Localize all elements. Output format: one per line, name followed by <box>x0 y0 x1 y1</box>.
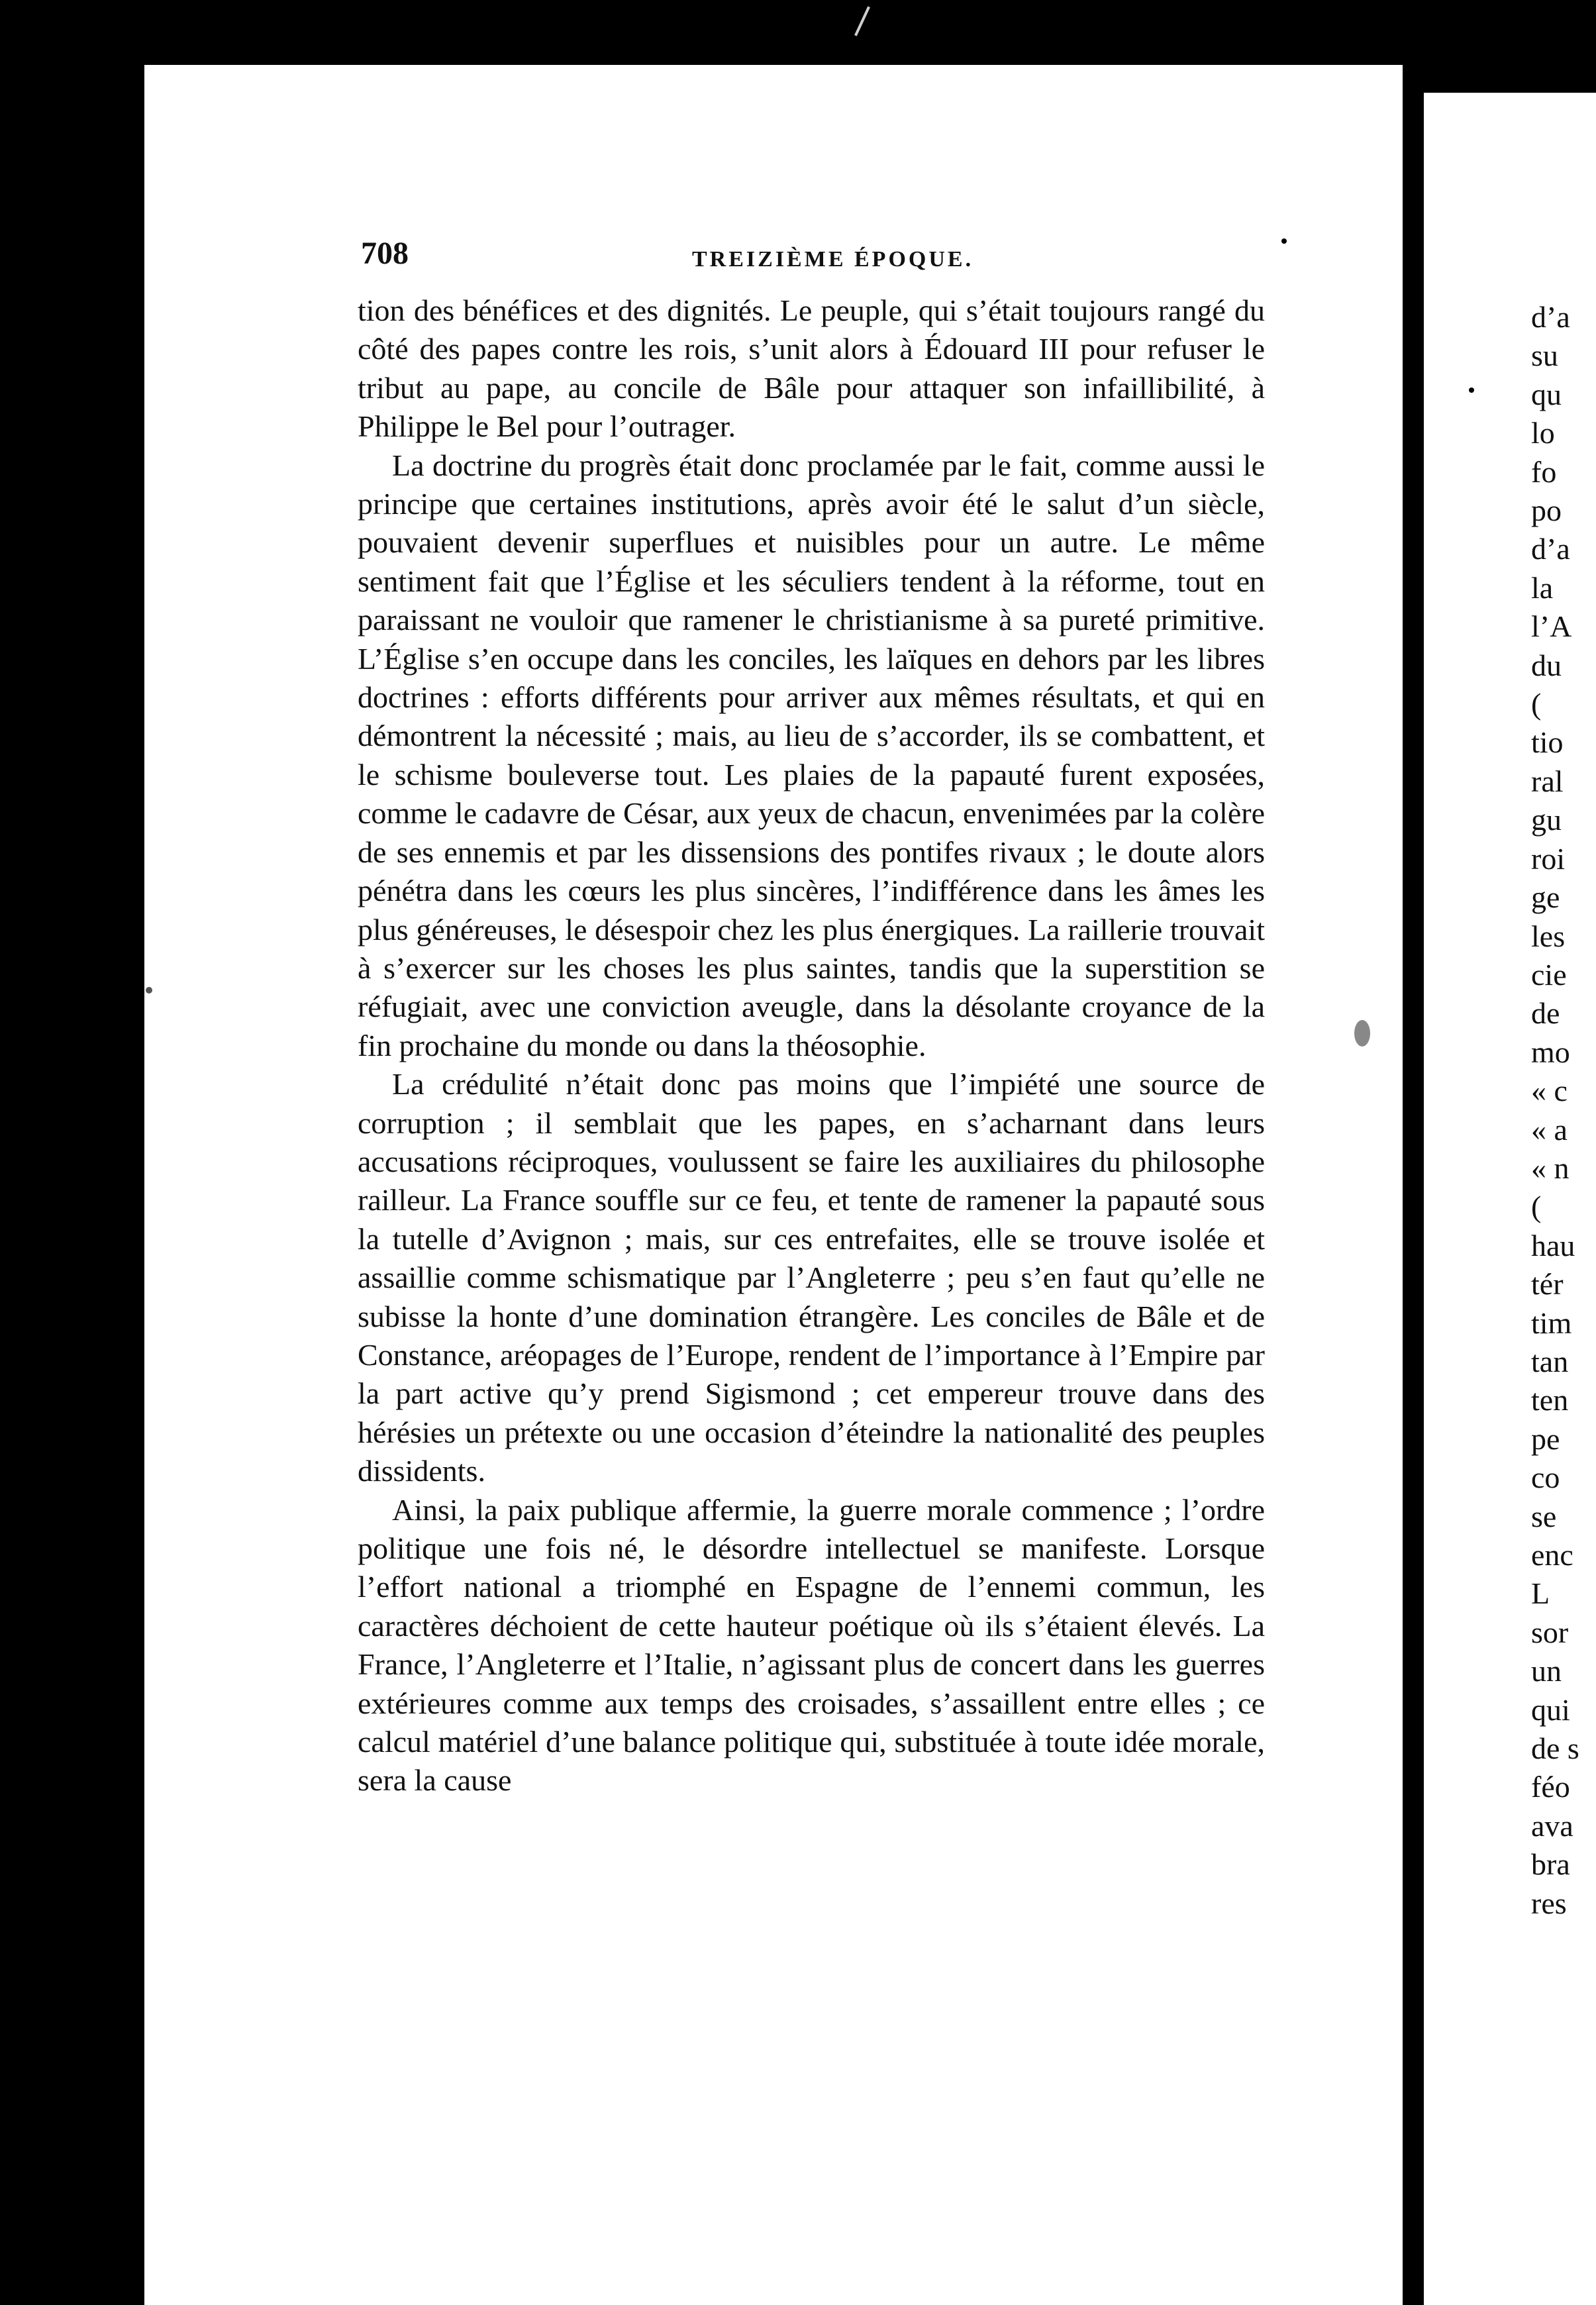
right-page-line-fragment: tim <box>1531 1306 1572 1340</box>
right-page-line-fragment: les <box>1531 919 1566 953</box>
right-page-line-fragment: bra <box>1531 1847 1570 1882</box>
right-page-line-fragment: hau <box>1531 1228 1575 1262</box>
right-page-line-fragment: ( <box>1531 687 1542 721</box>
right-page-line-fragment: cie <box>1531 957 1567 992</box>
right-page-line-fragment: « c <box>1531 1074 1568 1108</box>
right-page-line-fragment: un <box>1531 1654 1562 1688</box>
right-page-line-fragment: ral <box>1531 764 1564 798</box>
paragraph: Ainsi, la paix publique affermie, la guerre morale commence ; l’ordre politique une fois né, le désordre intellectuel se manifeste. Lorsque l’effort national a triomphé en Espagne de l’ennemi commun, les caractères déchoient de cette hauteur poétique où ils s’étaient élevés. La France, l’Angleterre et l’Italie, n’agissant plus de concert dans les guerres extérieures comme aux temps des croisades, s’assaillent entre elles ; ce calcul matériel d’une balance politique qui, substituée à toute idée morale, sera la cause <box>358 1492 1265 1798</box>
ink-speck <box>146 987 152 994</box>
ink-speck <box>1281 238 1287 244</box>
ink-speck <box>52 940 72 956</box>
right-page-line-fragment: d’a <box>1531 300 1570 334</box>
right-page-line-fragment: su <box>1531 338 1558 373</box>
right-page-line-fragment: tér <box>1531 1267 1564 1302</box>
right-page-line-fragment: ( <box>1531 1190 1542 1224</box>
right-page-line-fragment: tan <box>1531 1344 1569 1378</box>
right-page-line-fragment: lo <box>1531 416 1555 450</box>
right-page-line-fragment: féo <box>1531 1770 1570 1804</box>
right-page-line-fragment: co <box>1531 1460 1560 1495</box>
right-page-line-fragment: « a <box>1531 1112 1568 1147</box>
page-header <box>361 235 1334 282</box>
paragraph: La crédulité n’était donc pas moins que l’impiété une source de corruption ; il semblait que les papes, en s’acharnant dans leurs accusations réciproques, voulussent se faire les auxiliaires du philosophe railleur. La France souffle sur ce feu, et tente de ramener la papauté sous la tutelle d’Avignon ; mais, sur ces entrefaites, elle se trouve isolée et assaillie comme schismatique par l’Angleterre ; peu s’en faut qu’elle ne subisse la honte d’une domination étrangère. Les conciles de Bâle et de Constance, aréopages de l’Europe, rendent de l’importance à l’Empire par la part active qu’y prend Sigismond ; cet empereur trouve dans des hérésies un prétexte ou une occasion d’éteindre la nationalité des peuples dissidents. <box>358 1067 1265 1488</box>
right-page-line-fragment: ten <box>1531 1383 1569 1417</box>
right-page-line-fragment: l’A <box>1531 609 1572 644</box>
right-page-line-fragment: mo <box>1531 1035 1570 1069</box>
right-page-line-fragment: po <box>1531 493 1562 528</box>
paragraph: La doctrine du progrès était donc proclamée par le fait, comme aussi le principe que certaines institutions, après avoir été le salut d’un siècle, pouvaient devenir superflues et nuisibles pour un autre. Le même sentiment fait que l’Église et les séculiers tendent à la réforme, tout en paraissant ne vouloir que ramener le christianisme à sa pureté primitive. L’Église s’en occupe dans les conciles, les laïques en dehors par les libres doctrines : efforts différents pour arriver aux mêmes résultats, et qui en démontrent la nécessité ; mais, au lieu de s’accorder, ils se combattent, et le schisme bouleverse tout. Les plaies de la papauté furent exposées, comme le cadavre de César, aux yeux de chacun, envenimées par la colère de ses ennemis et par les dissensions des pontifes rivaux ; le doute alors pénétra dans les cœurs les plus sincères, l’indifférence dans les âmes les plus généreuses, le désespoir chez les plus énergiques. La raillerie trouvait à s’exercer sur les choses les plus saintes, tandis que la superstition se réfugiait, avec une conviction aveugle, dans la désolante croyance de la fin prochaine du monde ou dans la théosophie. <box>358 448 1265 1062</box>
right-page-line-fragment: qui <box>1531 1692 1570 1727</box>
right-page-line-fragment: d’a <box>1531 532 1570 566</box>
right-page-line-fragment: qu <box>1531 377 1562 411</box>
right-page-line-fragment: de s <box>1531 1731 1579 1766</box>
right-page-line-fragment: ava <box>1531 1808 1573 1843</box>
right-page-line-fragment: fo <box>1531 454 1557 489</box>
right-page-line-fragment: sor <box>1531 1615 1569 1649</box>
ink-speck <box>1354 1020 1370 1047</box>
right-page-line-fragment: tio <box>1531 725 1564 760</box>
right-page-line-fragment: de <box>1531 996 1560 1031</box>
running-head: TREIZIÈME ÉPOQUE. <box>692 247 974 272</box>
right-page-text-fragments <box>1531 298 1579 1923</box>
right-page-line-fragment: res <box>1531 1886 1567 1920</box>
right-page-line-fragment: du <box>1531 648 1562 682</box>
ink-speck <box>1469 387 1474 393</box>
right-page-line-fragment: L <box>1531 1576 1550 1611</box>
page-number: 708 <box>361 236 409 271</box>
right-page-line-fragment: la <box>1531 570 1554 605</box>
right-page-line-fragment: enc <box>1531 1538 1573 1572</box>
right-page-line-fragment: ge <box>1531 880 1560 915</box>
right-page-line-fragment: « n <box>1531 1151 1570 1185</box>
right-page-line-fragment: pe <box>1531 1421 1560 1456</box>
paragraph-continuation: tion des bénéfices et des dignités. Le peuple, qui s’était toujours rangé du côté des papes contre les rois, s’unit alors à Édouard III pour refuser le tribut au pape, au concile de Bâle pour attaquer son infaillibilité, à Philippe le Bel pour l’outrager. <box>358 293 1265 444</box>
right-page-line-fragment: se <box>1531 1499 1557 1533</box>
right-page-line-fragment: roi <box>1531 841 1566 876</box>
body-text <box>358 291 1265 1800</box>
right-page-line-fragment: gu <box>1531 803 1562 837</box>
scan-artifact-mark <box>854 6 870 36</box>
